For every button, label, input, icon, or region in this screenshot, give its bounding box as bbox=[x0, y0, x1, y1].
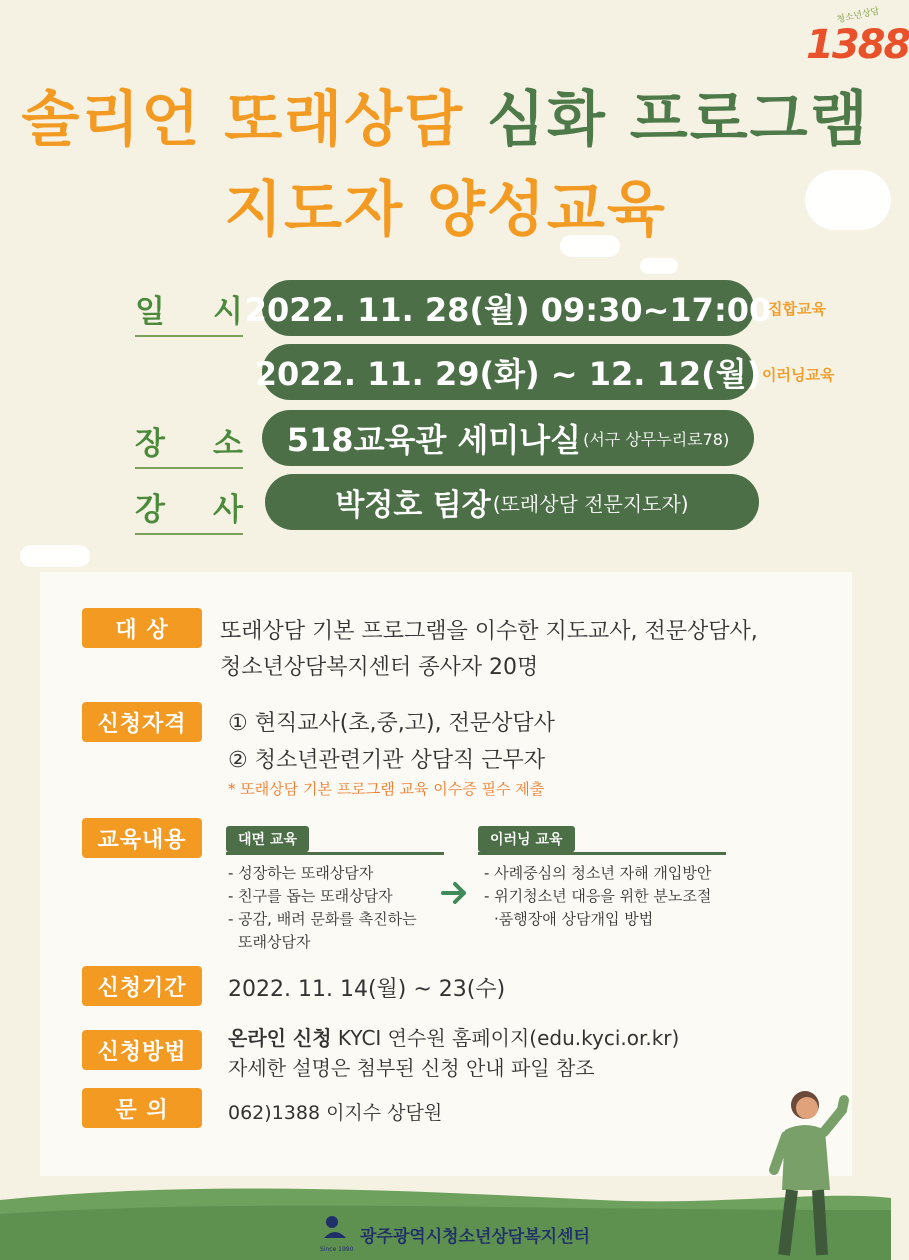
period-text: 2022. 11. 14(월) ~ 23(수) bbox=[228, 977, 506, 1002]
method-line1-text: KYCI 연수원 홈페이지(edu.kyci.or.kr) bbox=[331, 1026, 680, 1050]
page-title-line1 bbox=[0, 72, 891, 158]
contact-tag: 문 의 bbox=[82, 1088, 202, 1128]
target-tag: 대 상 bbox=[82, 608, 202, 648]
date-label-char: 시 bbox=[213, 294, 243, 330]
lecturer-text: 박정호 팀장 bbox=[335, 488, 491, 523]
date2-text: 2022. 11. 29(화) ~ 12. 12(월) bbox=[254, 355, 762, 393]
arrow-right-icon bbox=[440, 878, 470, 908]
page-title-line2: 지도자 양성교육 bbox=[224, 175, 667, 245]
content-tag: 교육내용 bbox=[82, 818, 202, 858]
org-logo bbox=[320, 1212, 354, 1253]
org-name: 광주광역시청소년상담복지센터 bbox=[360, 1227, 590, 1247]
footer-hill bbox=[0, 1180, 891, 1260]
online-title: 이러닝 교육 bbox=[478, 826, 575, 852]
place-label-char: 장 bbox=[135, 426, 165, 462]
place-label bbox=[135, 418, 243, 469]
offline-title: 대면 교육 bbox=[226, 826, 309, 852]
list-item: - 친구를 돕는 또래상담자 bbox=[228, 887, 393, 905]
org-since: Since 1990 bbox=[320, 1246, 354, 1253]
date2-note: 이러닝교육 bbox=[762, 366, 835, 384]
target-line2: 청소년상담복지센터 종사자 20명 bbox=[220, 655, 539, 680]
method-tag: 신청방법 bbox=[82, 1030, 202, 1070]
period-tag: 신청기간 bbox=[82, 966, 202, 1006]
method-bold: 온라인 신청 bbox=[228, 1026, 332, 1050]
logo-1388 bbox=[806, 6, 909, 68]
person-illustration bbox=[760, 1080, 860, 1260]
list-item: - 공감, 배려 문화를 촉진하는 bbox=[228, 910, 417, 928]
qualification-tag: 신청자격 bbox=[82, 702, 202, 742]
cloud-decoration bbox=[640, 258, 678, 274]
date1-text: 2022. 11. 28(월) 09:30~17:00 bbox=[244, 291, 772, 329]
lecturer-label-char: 강 bbox=[135, 492, 165, 528]
method-line1 bbox=[228, 1022, 679, 1051]
logo-number: 1388 bbox=[806, 22, 909, 68]
target-line1: 또래상담 기본 프로그램을 이수한 지도교사, 전문상담사, bbox=[220, 619, 758, 644]
list-item: - 위기청소년 대응을 위한 분노조절 bbox=[484, 887, 712, 905]
offline-underline bbox=[226, 852, 444, 855]
lecturer-label bbox=[135, 484, 243, 535]
method-line2: 자세한 설명은 첨부된 신청 안내 파일 참조 bbox=[228, 1056, 595, 1080]
lecturer-label-char: 사 bbox=[213, 492, 243, 528]
place-pill bbox=[262, 410, 754, 466]
date-pill-1 bbox=[244, 280, 772, 336]
date-label-char: 일 bbox=[135, 294, 165, 330]
place-label-char: 소 bbox=[213, 426, 243, 462]
offline-list bbox=[228, 862, 417, 954]
list-item: 또래상담자 bbox=[238, 933, 311, 951]
list-item: - 사례중심의 청소년 자해 개입방안 bbox=[484, 864, 712, 882]
online-list bbox=[484, 862, 711, 931]
lecturer-pill bbox=[265, 474, 759, 530]
cloud-decoration bbox=[20, 545, 90, 567]
title-part-green: 심화 프로그램 bbox=[486, 85, 870, 155]
list-item: - 성장하는 또래상담자 bbox=[228, 864, 374, 882]
place-text: 518교육관 세미나실 bbox=[286, 421, 582, 459]
date-pill-2 bbox=[254, 344, 762, 400]
list-item: ·품행장애 상담개입 방법 bbox=[494, 910, 654, 928]
logo-tagline: 청소년상담 bbox=[835, 6, 881, 26]
qualification-note: * 또래상담 기본 프로그램 교육 이수증 필수 제출 bbox=[228, 780, 545, 798]
contact-text: 062)1388 이지수 상담원 bbox=[228, 1102, 443, 1124]
date1-note: 집합교육 bbox=[768, 300, 826, 318]
date-label bbox=[135, 286, 243, 337]
place-sub: (서구 상무누리로78) bbox=[583, 429, 730, 449]
qualification-line2: ② 청소년관련기관 상담직 근무자 bbox=[228, 748, 545, 773]
qualification-line1: ① 현직교사(초,중,고), 전문상담사 bbox=[228, 711, 555, 736]
online-underline bbox=[478, 852, 726, 855]
title-part-orange: 솔리언 또래상담 bbox=[21, 85, 465, 155]
lecturer-sub: (또래상담 전문지도자) bbox=[492, 491, 689, 516]
